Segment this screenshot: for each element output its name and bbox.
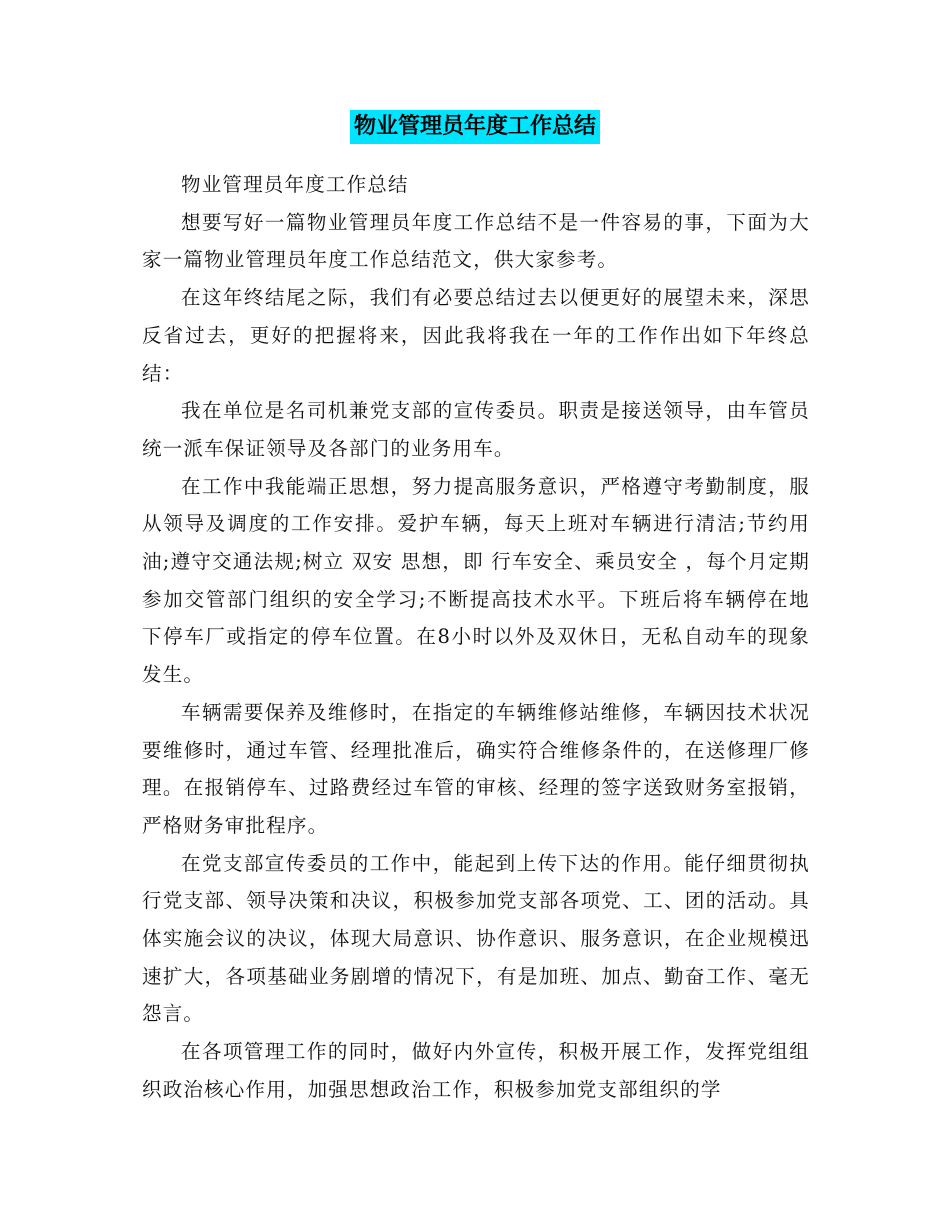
title-container [0,110,950,144]
paragraph: 在这年终结尾之际，我们有必要总结过去以便更好的展望未来，深思反省过去，更好的把握将来，因此我将我在一年的工作作出如下年终总结： [142,286,810,385]
paragraph: 在党支部宣传委员的工作中，能起到上传下达的作用。能仔细贯彻执行党支部、领导决策和决议，积极参加党支部各项党、工、团的活动。具体实施会议的决议，体现大局意识、协作意识、服务意识，在企业规模迅速扩大，各项基础业务剧增的情况下，有是加班、加点、勤奋工作、毫无怨言。 [142,851,810,1026]
paragraph: 在工作中我能端正思想，努力提高服务意识，严格遵守考勤制度，服从领导及调度的工作安排。爱护车辆，每天上班对车辆进行清洁;节约用油;遵守交通法规;树立 双安 思想，即 行车安全、乘员安全 ，每个月定期参加交管部门组织的安全学习;不断提高技术水平。下班后将车辆停在地下停车厂或指定的停车位置。在8小时以外及双休日，无私自动车的现象发生。 [142,474,810,687]
paragraph: 我在单位是名司机兼党支部的宣传委员。职责是接送领导，由车管员统一派车保证领导及各部门的业务用车。 [142,399,810,460]
paragraph: 想要写好一篇物业管理员年度工作总结不是一件容易的事，下面为大家一篇物业管理员年度工作总结范文，供大家参考。 [142,210,810,272]
paragraph: 在各项管理工作的同时，做好内外宣传，积极开展工作，发挥党组组织政治核心作用，加强思想政治工作，积极参加党支部组织的学 [142,1040,810,1101]
document-title: 物业管理员年度工作总结 [350,110,600,144]
paragraph: 车辆需要保养及维修时，在指定的车辆维修站维修，车辆因技术状况要维修时，通过车管、经理批准后，确实符合维修条件的，在送修理厂修理。在报销停车、过路费经过车管的审核、经理的签字送致财务室报销，严格财务审批程序。 [142,700,810,837]
document-body [142,166,810,1109]
paragraph: 物业管理员年度工作总结 [181,173,409,196]
